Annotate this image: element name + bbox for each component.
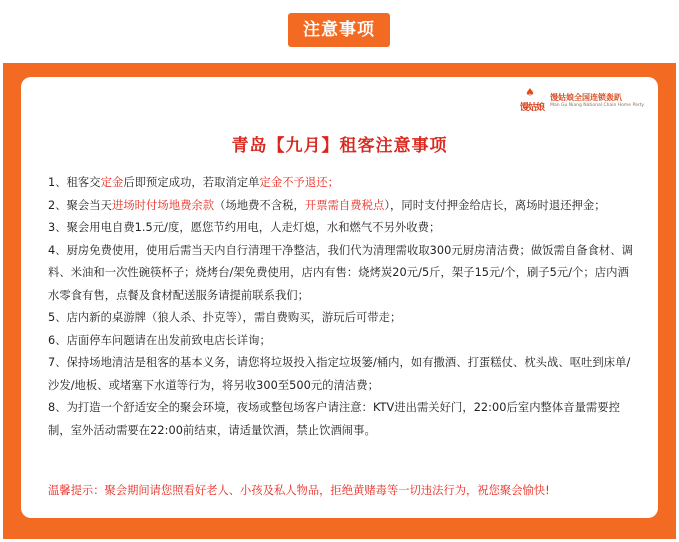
rule-item <box>48 397 640 442</box>
rule-item <box>48 330 640 353</box>
rule-text: 3、聚会用电自费1.5元/度，愿您节约用电，人走灯熄，水和燃气不另外收费； <box>48 221 441 234</box>
logo-text <box>550 93 644 109</box>
rule-highlight: 开票需自费税点 <box>304 198 385 212</box>
rule-text: 后即预定成功，若取消定单 <box>123 176 260 189</box>
rule-text: 5、店内新的桌游牌（狼人杀、扑克等），需自费购买，游玩后可带走； <box>48 311 402 324</box>
reminder-text: 温馨提示：聚会期间请您照看好老人、小孩及私人物品，拒绝黄赌毒等一切违法行为，祝您聚会愉快! <box>48 484 550 497</box>
rule-text: 6、店面停车问题请在出发前致电店长详询； <box>48 333 271 347</box>
rule-text: 1、租客交 <box>48 176 101 189</box>
rule-text: ），同时支付押金给店长，离场时退还押金； <box>384 198 606 212</box>
rule-highlight: 定金不予退还； <box>259 176 339 189</box>
rule-text: 4、厨房免费使用，使用后需当天内自行清理干净整洁，我们代为清理需收取300元厨房清洁费；做饭需自备食材、调料、米油和一次性碗筷杯子；烧烤台/架免费使用，店内有售：烧烤炭20元/5斤，架子15元/个，刷子5元/个；店内酒水零食有售，点餐及食材配送服务请提前联系我们； <box>48 243 633 302</box>
rule-item <box>48 172 640 195</box>
rule-text: 2、聚会当天 <box>48 198 112 212</box>
brand-logo <box>517 86 644 113</box>
rule-item <box>48 352 640 397</box>
rooster-icon: ♠ <box>525 86 535 99</box>
notice-frame <box>3 63 676 539</box>
rule-highlight: 进场时付场地费余款 <box>111 198 215 212</box>
logo-mark <box>517 86 547 113</box>
header-badge: 注意事项 <box>288 13 390 47</box>
rule-item <box>48 307 640 330</box>
rule-text: （场地费不含税， <box>214 198 305 212</box>
rules-list <box>48 172 640 442</box>
notice-card <box>21 77 658 518</box>
logo-name: 馒姑娘全国连锁轰趴 <box>550 93 623 102</box>
logo-tagline: Man Gu Niang National Chain Home Party <box>550 103 644 108</box>
rule-item <box>48 195 640 218</box>
rule-text: 7、保持场地清洁是租客的基本义务，请您将垃圾投入指定垃圾篓/桶内，如有撒酒、打蛋糕仗、枕头战、呕吐到床单/沙发/地板、或堵塞下水道等行为，将另收300至500元的清洁费； <box>48 356 631 392</box>
page-title: 青岛【九月】租客注意事项 <box>231 136 448 156</box>
rule-item <box>48 240 640 308</box>
logo-mark-text: 馒姑娘 <box>520 103 545 113</box>
rule-text: 8、为打造一个舒适安全的聚会环境，夜场或整包场客户请注意：KTV进出需关好门，22:00后室内整体音量需要控制，室外活动需要在22:00前结束，请适量饮酒，禁止饮酒闹事。 <box>48 401 620 437</box>
rule-item <box>48 217 640 240</box>
rule-highlight: 定金 <box>100 176 124 189</box>
